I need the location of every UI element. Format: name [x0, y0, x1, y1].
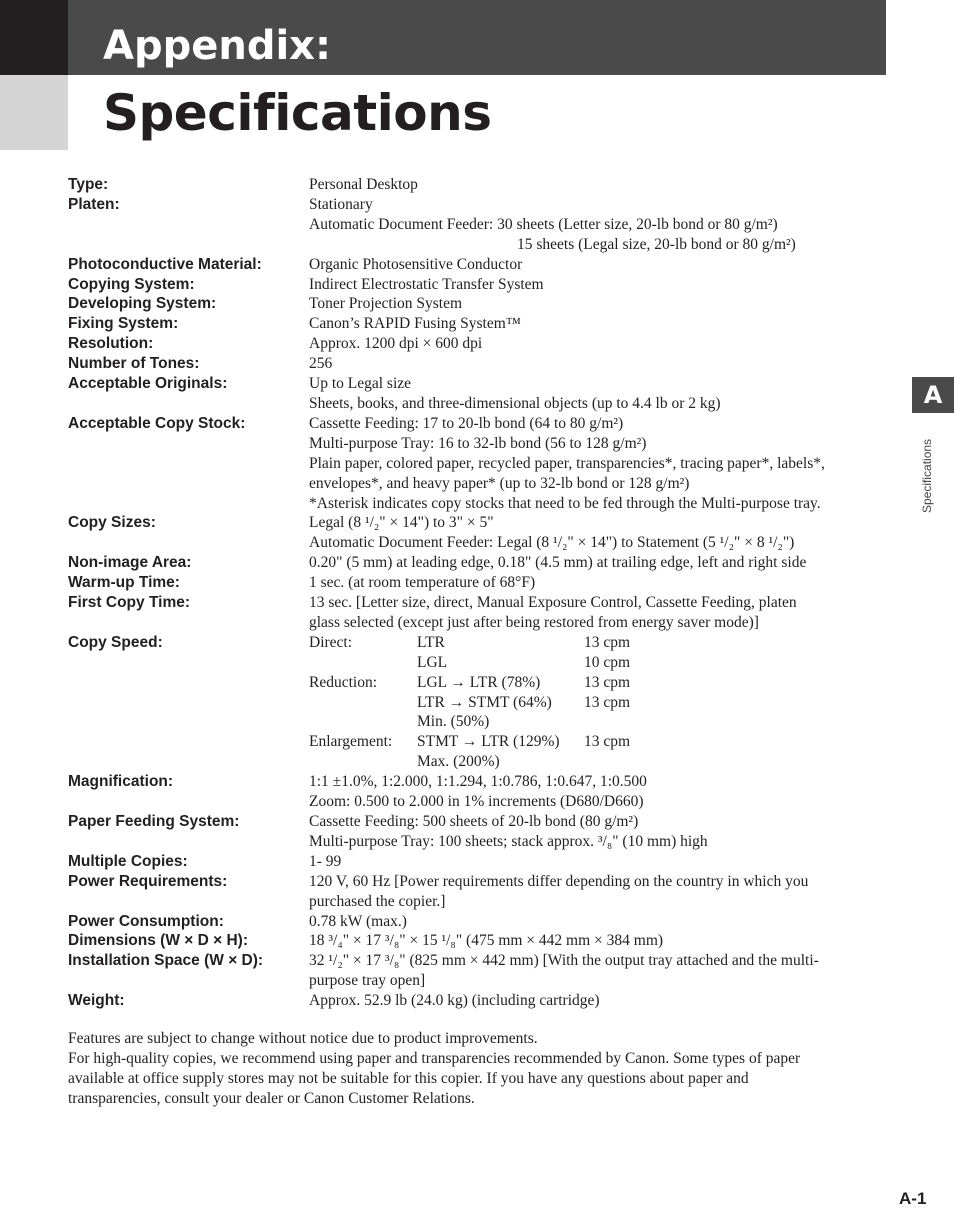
footnotes	[68, 1029, 888, 1109]
spec-label: Platen:	[68, 195, 120, 213]
spec-value-line: 32 ¹/₂" × 17 ³/₈" (825 mm × 442 mm) [With the output tray attached and the multi-	[309, 952, 819, 970]
spec-value-line: Multi-purpose Tray: 16 to 32-lb bond (56 to 128 g/m²)	[309, 434, 647, 452]
spec-value	[309, 414, 825, 514]
spec-value-line: 1:1 ±1.0%, 1:2.000, 1:1.294, 1:0.786, 1:0.647, 1:0.500	[309, 773, 647, 791]
spec-value	[309, 991, 600, 1011]
spec-value	[309, 573, 535, 593]
spec-label: Copy Speed:	[68, 633, 163, 651]
spec-installation-space	[68, 951, 888, 991]
copy-speed-mode	[309, 653, 417, 673]
copy-speed-mode: Direct:	[309, 633, 353, 651]
copy-speed-row	[309, 732, 630, 752]
spec-value-line: Multi-purpose Tray: 100 sheets; stack approx. ³/₈" (10 mm) high	[309, 832, 708, 850]
spec-value	[309, 275, 544, 295]
spec-value	[309, 931, 663, 951]
copy-speed-mode	[309, 712, 417, 732]
spec-value	[309, 294, 462, 314]
spec-type	[68, 175, 888, 195]
spec-label: Dimensions (W × D × H):	[68, 932, 248, 950]
spec-label: Acceptable Originals:	[68, 375, 228, 393]
spec-value	[309, 852, 341, 872]
spec-label: Weight:	[68, 992, 125, 1010]
copy-speed-mode: Enlargement:	[309, 733, 393, 751]
spec-copy-sizes	[68, 513, 888, 553]
spec-value-line: Zoom: 0.500 to 2.000 in 1% increments (D680/D660)	[309, 793, 644, 811]
footnote-line: transparencies, consult your dealer or Canon Customer Relations.	[68, 1089, 475, 1107]
spec-value-line: Sheets, books, and three-dimensional objects (up to 4.4 lb or 2 kg)	[309, 394, 721, 412]
spec-value	[309, 255, 522, 275]
copy-speed-value: 13 cpm	[584, 673, 631, 691]
copy-speed-value: 13 cpm	[584, 693, 631, 711]
copy-speed-mode	[309, 693, 417, 713]
spec-value-line: Canon’s RAPID Fusing System™	[309, 315, 521, 333]
page-number: A-1	[899, 1189, 927, 1208]
spec-value-line: Legal (8 ¹/₂" × 14") to 3" × 5"	[309, 514, 494, 532]
spec-label: Multiple Copies:	[68, 852, 188, 870]
footnote-line: available at office supply stores may not be suitable for this copier. If you have any questions about paper and	[68, 1069, 749, 1087]
spec-value-line: Stationary	[309, 195, 373, 213]
copy-speed-row	[309, 653, 630, 673]
spec-value-line: 15 sheets (Legal size, 20-lb bond or 80 g/m²)	[517, 235, 796, 253]
spec-paper-feeding-system	[68, 812, 888, 852]
spec-value-line: 0.20" (5 mm) at leading edge, 0.18" (4.5 mm) at trailing edge, left and right side	[309, 554, 807, 572]
spec-value	[309, 553, 806, 573]
spec-value	[309, 912, 407, 932]
spec-value-line: Automatic Document Feeder: 30 sheets (Letter size, 20-lb bond or 80 g/m²)	[309, 215, 778, 233]
spec-weight	[68, 991, 888, 1011]
spec-value	[309, 951, 819, 991]
spec-value-line: 0.78 kW (max.)	[309, 912, 407, 930]
spec-label: Developing System:	[68, 295, 217, 313]
spec-value	[309, 354, 332, 374]
page-title: Specifications	[103, 84, 492, 142]
spec-copying-system	[68, 275, 888, 295]
copy-speed-value: 10 cpm	[584, 653, 631, 671]
spec-label: Copying System:	[68, 275, 195, 293]
spec-developing-system	[68, 294, 888, 314]
copy-speed-row	[309, 693, 630, 713]
copy-speed-row	[309, 712, 630, 732]
spec-value-line: 1- 99	[309, 852, 342, 870]
footnote-line: Features are subject to change without notice due to product improvements.	[68, 1030, 538, 1047]
spec-value	[309, 334, 482, 354]
spec-fixing-system	[68, 314, 888, 334]
spec-warm-up-time	[68, 573, 888, 593]
spec-value-line: 1 sec. (at room temperature of 68°F)	[309, 574, 536, 592]
copy-speed-size: LTR → STMT (64%)	[417, 693, 552, 711]
spec-resolution	[68, 334, 888, 354]
spec-label: Type:	[68, 176, 109, 193]
spec-label: Power Requirements:	[68, 872, 228, 890]
spec-value-line: 18 ³/₄" × 17 ³/₈" × 15 ¹/₈" (475 mm × 442 mm × 384 mm)	[309, 932, 664, 950]
spec-value	[309, 195, 796, 255]
spec-multiple-copies	[68, 852, 888, 872]
copy-speed-row	[309, 633, 630, 653]
spec-value	[309, 872, 808, 912]
spec-non-image-area	[68, 553, 888, 573]
section-tab-label: Specifications	[920, 438, 934, 513]
copy-speed-size: LGL	[417, 653, 448, 671]
spec-first-copy-time	[68, 593, 888, 633]
spec-platen	[68, 195, 888, 255]
spec-value-line: Cassette Feeding: 17 to 20-lb bond (64 to 80 g/m²)	[309, 414, 624, 432]
spec-value-line: Personal Desktop	[309, 176, 418, 193]
spec-number-of-tones	[68, 354, 888, 374]
spec-label: Paper Feeding System:	[68, 813, 240, 830]
copy-speed-row	[309, 673, 630, 693]
spec-value-line: 13 sec. [Letter size, direct, Manual Exposure Control, Cassette Feeding, platen	[309, 594, 797, 612]
copy-speed-table	[309, 633, 630, 772]
spec-value-line: Organic Photosensitive Conductor	[309, 255, 523, 273]
spec-label: Installation Space (W × D):	[68, 952, 264, 970]
spec-value-line: Approx. 52.9 lb (24.0 kg) (including cartridge)	[309, 992, 600, 1010]
spec-value-line: Automatic Document Feeder: Legal (8 ¹/₂" × 14") to Statement (5 ¹/₂" × 8 ¹/₂")	[309, 534, 795, 552]
spec-acceptable-copy-stock	[68, 414, 888, 514]
copy-speed-size: STMT → LTR (129%)	[417, 733, 560, 751]
appendix-title: Appendix:	[103, 23, 331, 69]
copy-speed-size: Max. (200%)	[417, 753, 500, 771]
spec-dimensions	[68, 931, 888, 951]
footnote-line: For high-quality copies, we recommend using paper and transparencies recommended by Canon. Some types of paper	[68, 1049, 801, 1067]
spec-value-line: Toner Projection System	[309, 295, 463, 313]
spec-label: Power Consumption:	[68, 912, 224, 930]
spec-label: Photoconductive Material:	[68, 255, 262, 273]
spec-label: Acceptable Copy Stock:	[68, 414, 246, 432]
spec-value	[309, 772, 647, 812]
spec-value-line: *Asterisk indicates copy stocks that need to be fed through the Multi-purpose tray.	[309, 494, 821, 512]
spec-power-requirements	[68, 872, 888, 912]
specifications-list	[68, 175, 888, 1011]
spec-label: Copy Sizes:	[68, 514, 156, 532]
spec-label: Number of Tones:	[68, 355, 200, 373]
spec-label: Resolution:	[68, 335, 154, 353]
spec-photoconductive-material	[68, 255, 888, 275]
spec-magnification	[68, 772, 888, 812]
copy-speed-value: 13 cpm	[584, 733, 631, 751]
copy-speed-mode	[309, 752, 417, 772]
spec-value-line: purchased the copier.]	[309, 892, 446, 910]
spec-label: Warm-up Time:	[68, 574, 180, 592]
copy-speed-size: LGL → LTR (78%)	[417, 673, 541, 691]
spec-label: Non-image Area:	[68, 554, 192, 572]
copy-speed-value: 13 cpm	[584, 633, 631, 651]
spec-value	[309, 593, 797, 633]
spec-value-line: envelopes*, and heavy paper* (up to 32-lb bond or 128 g/m²)	[309, 474, 690, 492]
spec-value	[309, 314, 521, 334]
spec-acceptable-originals	[68, 374, 888, 414]
spec-power-consumption	[68, 912, 888, 932]
spec-value-line: Indirect Electrostatic Transfer System	[309, 275, 544, 293]
spec-value-line: Approx. 1200 dpi × 600 dpi	[309, 335, 483, 353]
header-black-block	[0, 0, 68, 75]
copy-speed-size: Min. (50%)	[417, 713, 490, 731]
spec-label: Magnification:	[68, 773, 174, 791]
spec-value-line: Cassette Feeding: 500 sheets of 20-lb bond (80 g/m²)	[309, 813, 639, 830]
spec-copy-speed	[68, 633, 888, 772]
header-gray-block	[0, 75, 68, 150]
spec-value-line: purpose tray open]	[309, 972, 426, 990]
copy-speed-mode: Reduction:	[309, 673, 378, 691]
spec-value	[309, 513, 794, 553]
spec-value	[309, 374, 721, 414]
copy-speed-size: LTR	[417, 633, 445, 651]
spec-value-line: Up to Legal size	[309, 375, 412, 393]
spec-label: Fixing System:	[68, 315, 179, 333]
section-tab-letter: A	[912, 377, 954, 413]
spec-value	[309, 175, 418, 195]
spec-value-line: glass selected (except just after being restored from energy saver mode)]	[309, 613, 759, 631]
copy-speed-row	[309, 752, 630, 772]
spec-value-line: Plain paper, colored paper, recycled paper, transparencies*, tracing paper*, labels*,	[309, 454, 825, 472]
spec-value	[309, 812, 708, 852]
spec-label: First Copy Time:	[68, 594, 191, 612]
spec-value-line: 256	[309, 355, 333, 373]
spec-value-line: 120 V, 60 Hz [Power requirements differ depending on the country in which you	[309, 872, 809, 890]
